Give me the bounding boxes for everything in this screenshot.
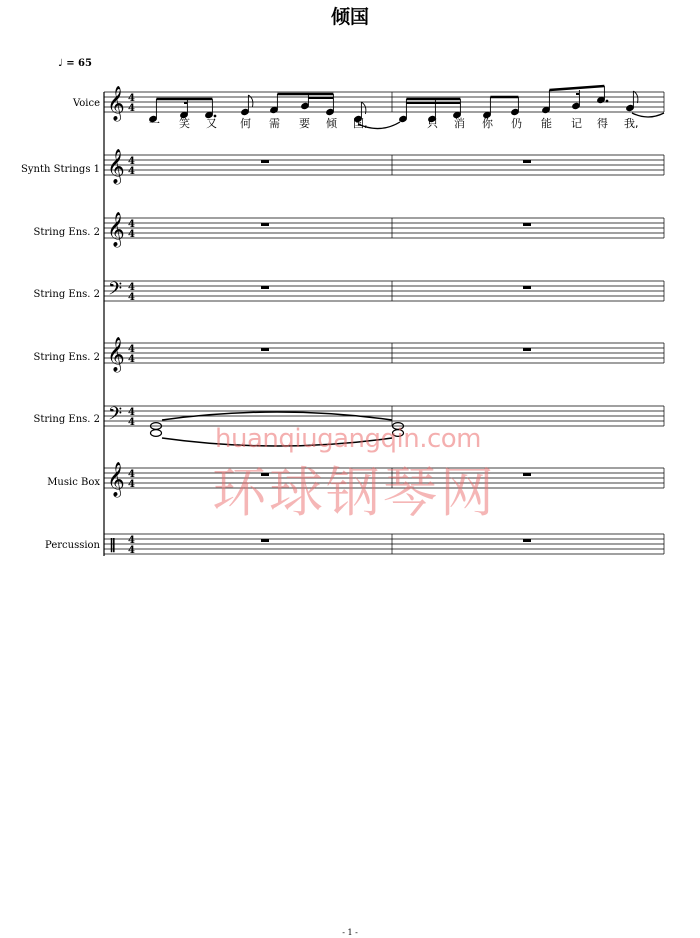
time-signature: 4 — [128, 219, 135, 230]
lyric-syllable: 仍 — [511, 117, 522, 130]
treble-clef-icon: 𝄞 — [107, 462, 125, 497]
time-signature: 4 — [128, 282, 135, 293]
whole-rest-icon — [523, 160, 531, 163]
lyric-syllable: 要 — [299, 117, 310, 130]
watermark-url: huanqiugangqin.com — [215, 424, 481, 454]
whole-rest-icon — [261, 223, 269, 226]
whole-rest-icon — [523, 473, 531, 476]
lyric-syllable: 一 — [149, 117, 160, 130]
instrument-label-voice: Voice — [72, 98, 100, 109]
instrument-label-synth-strings: Synth Strings 1 — [21, 164, 100, 175]
instrument-label-string-ens-3: String Ens. 2 — [33, 352, 100, 363]
time-signature: 4 — [128, 292, 135, 303]
whole-rest-icon — [261, 348, 269, 351]
time-signature: 4 — [128, 344, 135, 355]
instrument-label-percussion: Percussion — [45, 540, 100, 551]
bass-clef-icon: 𝄢 — [108, 279, 123, 304]
score-title: 倾国 — [330, 6, 369, 28]
time-signature: 4 — [128, 545, 135, 556]
time-signature: 4 — [128, 469, 135, 480]
whole-rest-icon — [523, 348, 531, 351]
time-signature: 4 — [128, 156, 135, 167]
whole-rest-icon — [261, 539, 269, 542]
treble-clef-icon: 𝄞 — [107, 149, 125, 184]
lyric-syllable: 国, — [353, 117, 368, 130]
lyric-syllable: 我, — [624, 117, 639, 130]
lyric-syllable: 笑 — [179, 117, 190, 130]
lyric-syllable: 何 — [240, 117, 251, 130]
lyric-syllable: 得 — [597, 117, 608, 130]
whole-rest-icon — [261, 286, 269, 289]
whole-rest-icon — [261, 160, 269, 163]
lyric-syllable: 只 — [427, 117, 438, 130]
treble-clef-icon: 𝄞 — [107, 86, 125, 121]
time-signature: 4 — [128, 535, 135, 546]
lyric-syllable: 又 — [206, 117, 217, 130]
time-signature: 4 — [128, 93, 135, 104]
time-signature: 4 — [128, 417, 135, 428]
whole-rest-icon — [523, 286, 531, 289]
treble-clef-icon: 𝄞 — [107, 212, 125, 247]
instrument-label-music-box: Music Box — [47, 477, 100, 488]
lyric-syllable: 能 — [541, 117, 552, 130]
tempo-marking: ♩ = 65 — [58, 58, 92, 69]
lyric-syllable: 消 — [454, 117, 465, 130]
bass-clef-icon: 𝄢 — [108, 404, 123, 429]
lyric-syllable: 倾 — [326, 117, 337, 130]
instrument-label-string-ens-2: String Ens. 2 — [33, 289, 100, 300]
lyric-syllable: 需 — [269, 117, 280, 130]
watermark-logo-text: 环球钢琴网 — [212, 461, 497, 524]
whole-rest-icon — [523, 539, 531, 542]
page-number: - 1 - — [342, 928, 358, 937]
time-signature: 4 — [128, 354, 135, 365]
instrument-label-string-ens-4: String Ens. 2 — [33, 414, 100, 425]
lyric-syllable: 你 — [482, 117, 493, 130]
percussion-clef-icon: ‖ — [109, 537, 116, 553]
treble-clef-icon: 𝄞 — [107, 337, 125, 372]
time-signature: 4 — [128, 103, 135, 114]
time-signature: 4 — [128, 407, 135, 418]
instrument-label-string-ens-1: String Ens. 2 — [33, 227, 100, 238]
time-signature: 4 — [128, 479, 135, 490]
whole-rest-icon — [523, 223, 531, 226]
time-signature: 4 — [128, 166, 135, 177]
lyric-syllable: 记 — [571, 117, 582, 130]
time-signature: 4 — [128, 229, 135, 240]
